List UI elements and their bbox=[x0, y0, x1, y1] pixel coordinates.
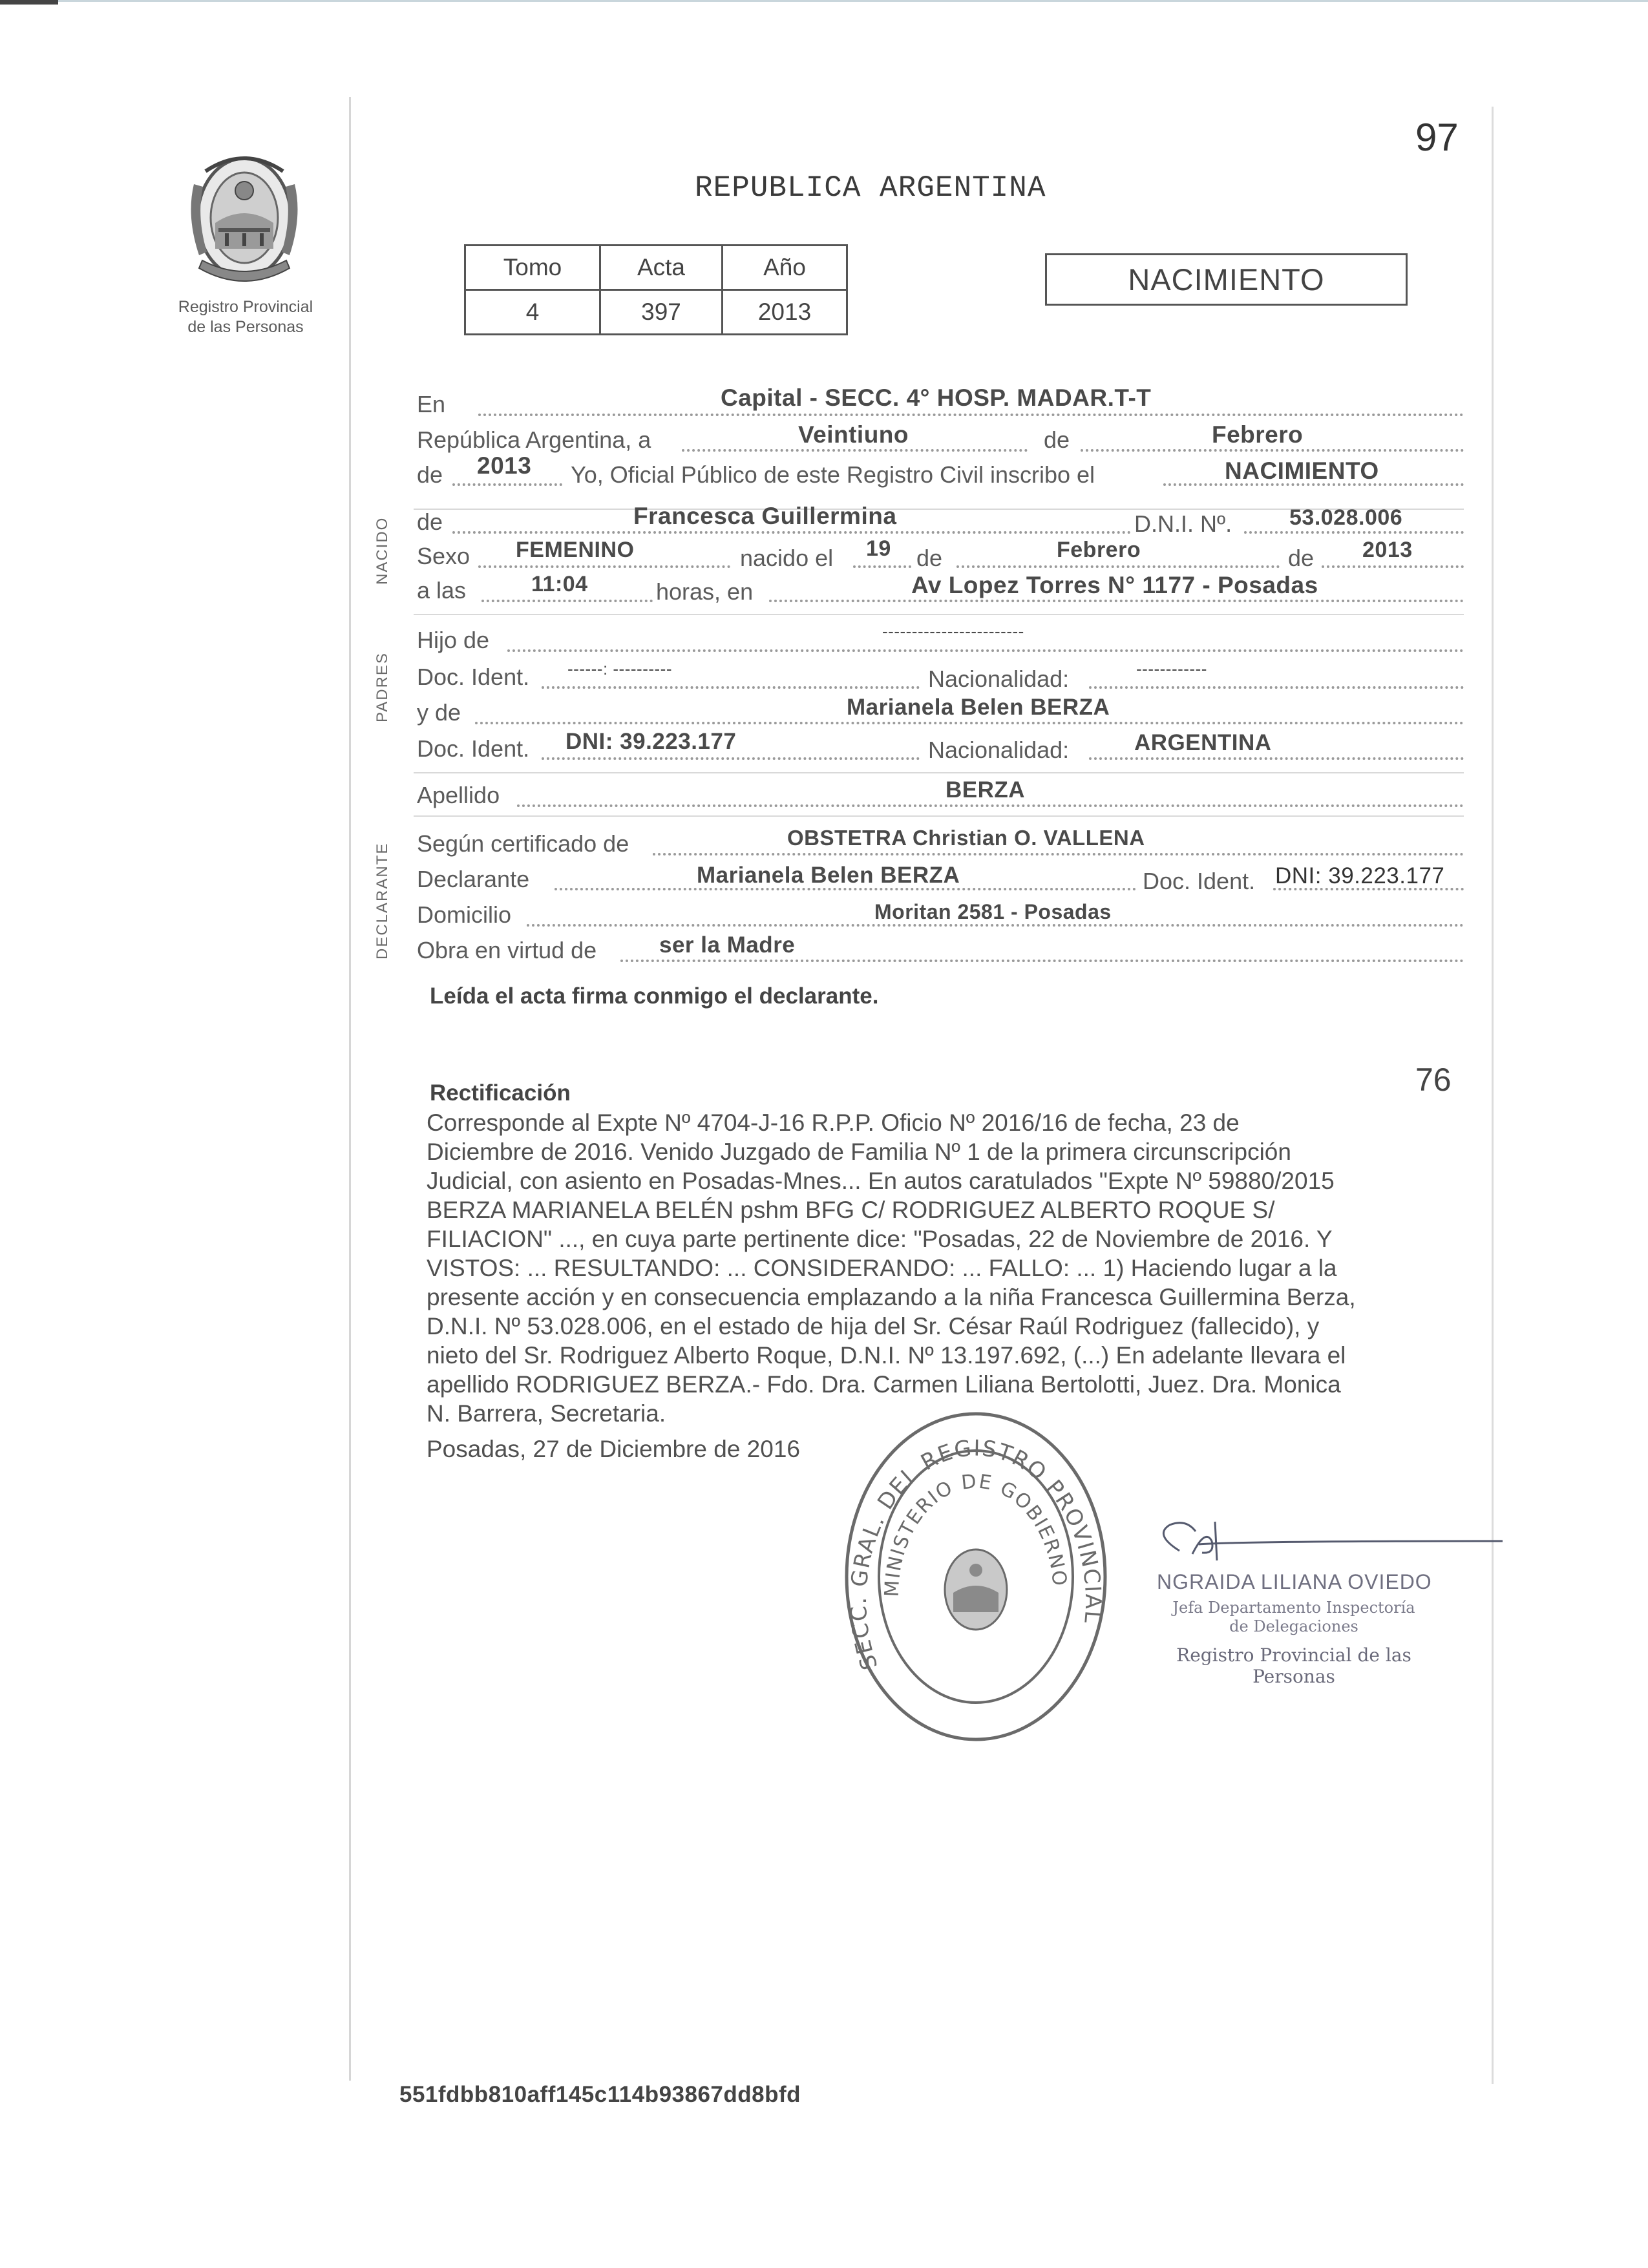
signature-scribble-icon bbox=[1134, 1515, 1503, 1567]
nombre-de-label: de bbox=[417, 509, 443, 535]
apellido-dots bbox=[517, 804, 1464, 807]
lugar-dots bbox=[769, 600, 1464, 602]
obra-dots bbox=[620, 960, 1464, 962]
republica-label: República Argentina, a bbox=[417, 426, 651, 453]
doc1-label: Doc. Ident. bbox=[417, 664, 530, 690]
signer-role-line1: Jefa Departamento Inspectoría bbox=[1172, 1599, 1415, 1617]
anio-value: 2013 bbox=[723, 290, 847, 335]
day-value: Veintiuno bbox=[798, 421, 909, 448]
signer-organization: Registro Provincial de las Personas bbox=[1176, 1644, 1411, 1687]
year-value: 2013 bbox=[477, 452, 532, 479]
seal-caption-line2: de las Personas bbox=[187, 318, 304, 336]
domicilio-dots bbox=[527, 924, 1464, 927]
sexo-value: FEMENINO bbox=[516, 538, 635, 562]
top-edge-mark bbox=[0, 0, 58, 5]
alas-label: a las bbox=[417, 577, 467, 604]
nacido-month-value: Febrero bbox=[1057, 538, 1141, 562]
doc1-value: ------: ---------- bbox=[567, 659, 672, 678]
rectificacion-date: Posadas, 27 de Diciembre de 2016 bbox=[427, 1436, 800, 1462]
registry-value-row bbox=[465, 290, 847, 335]
obra-value: ser la Madre bbox=[659, 932, 796, 958]
lugar-value: Av Lopez Torres N° 1177 - Posadas bbox=[911, 572, 1318, 598]
nombre-value: Francesca Guillermina bbox=[633, 503, 897, 529]
rect-line-4: BERZA MARIANELA BELÉN pshm BFG C/ RODRIGUEZ ALBERTO ROQUE S/ bbox=[427, 1197, 1275, 1223]
yde-label: y de bbox=[417, 699, 461, 726]
rectificacion-title: Rectificación bbox=[430, 1080, 571, 1106]
nacido-de2-label: de bbox=[1288, 545, 1315, 571]
nombre-dots bbox=[452, 531, 1131, 534]
doc3-value: DNI: 39.223.177 bbox=[1275, 863, 1445, 888]
seal-caption bbox=[149, 297, 343, 337]
madre-value: Marianela Belen BERZA bbox=[847, 695, 1110, 720]
apellido-value: BERZA bbox=[945, 777, 1026, 803]
stamp-outer-text: SECC. GRAL. DEL REGISTRO PROVINCIAL bbox=[845, 1435, 1106, 1673]
doc3-label: Doc. Ident. bbox=[1143, 868, 1256, 894]
right-margin-line bbox=[1492, 107, 1494, 2084]
acta-value: 397 bbox=[600, 290, 723, 335]
rect-line-10: apellido RODRIGUEZ BERZA.- Fdo. Dra. Carmen Liliana Bertolotti, Juez. Dra. Monica bbox=[427, 1371, 1341, 1398]
top-edge-line bbox=[0, 0, 1648, 2]
dni-value: 53.028.006 bbox=[1289, 505, 1403, 530]
nacido-day-dots bbox=[853, 565, 911, 568]
dni-dots bbox=[1244, 531, 1464, 534]
declarante-value: Marianela Belen BERZA bbox=[697, 863, 960, 888]
separator-2 bbox=[414, 614, 1464, 615]
dni-label: D.N.I. Nº. bbox=[1134, 510, 1232, 537]
doc1-dots bbox=[542, 686, 920, 689]
rect-line-11: N. Barrera, Secretaria. bbox=[427, 1400, 666, 1427]
rect-line-1: Corresponde al Expte Nº 4704-J-16 R.P.P. Oficio Nº 2016/16 de fecha, 23 de bbox=[427, 1109, 1240, 1136]
madre-dots bbox=[475, 722, 1464, 724]
signer-role bbox=[1139, 1599, 1449, 1636]
nacido-day-value: 19 bbox=[866, 536, 891, 561]
separator-3 bbox=[414, 772, 1464, 773]
apellido-label: Apellido bbox=[417, 782, 500, 808]
domicilio-value: Moritan 2581 - Posadas bbox=[874, 900, 1112, 923]
rect-line-3: Judicial, con asiento en Posadas-Mnes... En autos caratulados "Expte Nº 59880/2015 bbox=[427, 1168, 1335, 1194]
acta-header: Acta bbox=[600, 246, 723, 290]
document-hash: 551fdbb810aff145c114b93867dd8bfd bbox=[399, 2082, 801, 2107]
tomo-value: 4 bbox=[465, 290, 600, 335]
signer-name: NGRAIDA LILIANA OVIEDO bbox=[1157, 1570, 1432, 1593]
obra-label: Obra en virtud de bbox=[417, 937, 597, 963]
provincial-seal-icon bbox=[180, 145, 309, 294]
month-value: Febrero bbox=[1212, 421, 1304, 448]
inscribo-value: NACIMIENTO bbox=[1225, 457, 1379, 484]
left-margin-line bbox=[349, 97, 351, 2081]
seal-caption-line1: Registro Provincial bbox=[178, 298, 313, 316]
rect-line-9: nieto del Sr. Rodriguez Alberto Roque, D.N.I. Nº 13.197.692, (...) En adelante llevara el bbox=[427, 1342, 1346, 1369]
hijo-dots bbox=[507, 649, 1464, 652]
nac2-value: ARGENTINA bbox=[1134, 730, 1272, 755]
en-dots bbox=[478, 414, 1464, 416]
leida-statement: Leída el acta firma conmigo el declarante. bbox=[430, 983, 879, 1009]
rect-line-5: FILIACION" ..., en cuya parte pertinente dice: "Posadas, 22 de Noviembre de 2016. Y bbox=[427, 1226, 1333, 1252]
registry-table bbox=[464, 244, 848, 335]
rectificacion-body bbox=[427, 1108, 1451, 1428]
sexo-dots bbox=[478, 565, 730, 568]
signer-role-line2: de Delegaciones bbox=[1229, 1617, 1358, 1635]
nac2-label: Nacionalidad: bbox=[928, 737, 1070, 763]
anio-header: Año bbox=[723, 246, 847, 290]
month-dots bbox=[1081, 449, 1464, 452]
hijo-label: Hijo de bbox=[417, 627, 490, 653]
certificado-value: OBSTETRA Christian O. VALLENA bbox=[787, 826, 1145, 850]
certificado-dots bbox=[653, 853, 1464, 856]
oficial-label: Yo, Oficial Público de este Registro Civil inscribo el bbox=[571, 461, 1095, 488]
rect-line-7: presente acción y en consecuencia emplazando a la niña Francesca Guillermina Berza, bbox=[427, 1284, 1356, 1310]
hora-value: 11:04 bbox=[531, 572, 588, 596]
en-value: Capital - SECC. 4° HOSP. MADAR.T-T bbox=[721, 384, 1152, 411]
nac1-label: Nacionalidad: bbox=[928, 666, 1070, 692]
day-dots bbox=[682, 449, 1028, 452]
tomo-header: Tomo bbox=[465, 246, 600, 290]
doc2-label: Doc. Ident. bbox=[417, 735, 530, 762]
horas-en-label: horas, en bbox=[656, 578, 754, 605]
side-label-padres: PADRES bbox=[374, 652, 391, 722]
doc2-value: DNI: 39.223.177 bbox=[565, 729, 737, 754]
side-label-nacido: NACIDO bbox=[374, 516, 391, 585]
separator-4 bbox=[414, 815, 1464, 817]
doc2-dots bbox=[542, 757, 920, 760]
nacido-year-dots bbox=[1322, 565, 1464, 568]
nacido-year-value: 2013 bbox=[1362, 538, 1413, 562]
nacido-month-dots bbox=[956, 565, 1280, 568]
record-type-box: NACIMIENTO bbox=[1045, 253, 1408, 306]
declarante-label: Declarante bbox=[417, 866, 530, 892]
nacido-el-label: nacido el bbox=[740, 545, 834, 571]
domicilio-label: Domicilio bbox=[417, 901, 512, 928]
year-dots bbox=[452, 483, 562, 486]
en-label: En bbox=[417, 391, 446, 417]
sexo-label: Sexo bbox=[417, 543, 470, 569]
hijo-value: ------------------------ bbox=[882, 622, 1024, 641]
hora-dots bbox=[481, 600, 653, 602]
certificado-label: Según certificado de bbox=[417, 830, 629, 857]
official-stamp-icon bbox=[834, 1405, 1118, 1748]
side-label-declarante: DECLARANTE bbox=[374, 842, 391, 960]
page-number: 97 bbox=[1415, 116, 1459, 159]
rect-line-8: D.N.I. Nº 53.028.006, en el estado de hija del Sr. César Raúl Rodriguez (fallecido), y bbox=[427, 1313, 1320, 1339]
nac1-value: ------------ bbox=[1136, 659, 1207, 678]
registry-header-row bbox=[465, 246, 847, 290]
rect-line-2: Diciembre de 2016. Venido Juzgado de Familia Nº 1 de la primera circunscripción bbox=[427, 1139, 1291, 1165]
year-de-label: de bbox=[417, 461, 443, 488]
country-title: REPUBLICA ARGENTINA bbox=[695, 171, 1046, 205]
nac1-dots bbox=[1089, 686, 1464, 689]
stamp-inner-text: MINISTERIO DE GOBIERNO bbox=[880, 1470, 1071, 1598]
nacido-de-label: de bbox=[916, 545, 943, 571]
nac2-dots bbox=[1089, 757, 1464, 760]
de-label: de bbox=[1044, 426, 1070, 453]
rectificacion-number: 76 bbox=[1415, 1062, 1452, 1098]
rect-line-6: VISTOS: ... RESULTANDO: ... CONSIDERANDO: ... FALLO: ... 1) Haciendo lugar a la bbox=[427, 1255, 1337, 1281]
